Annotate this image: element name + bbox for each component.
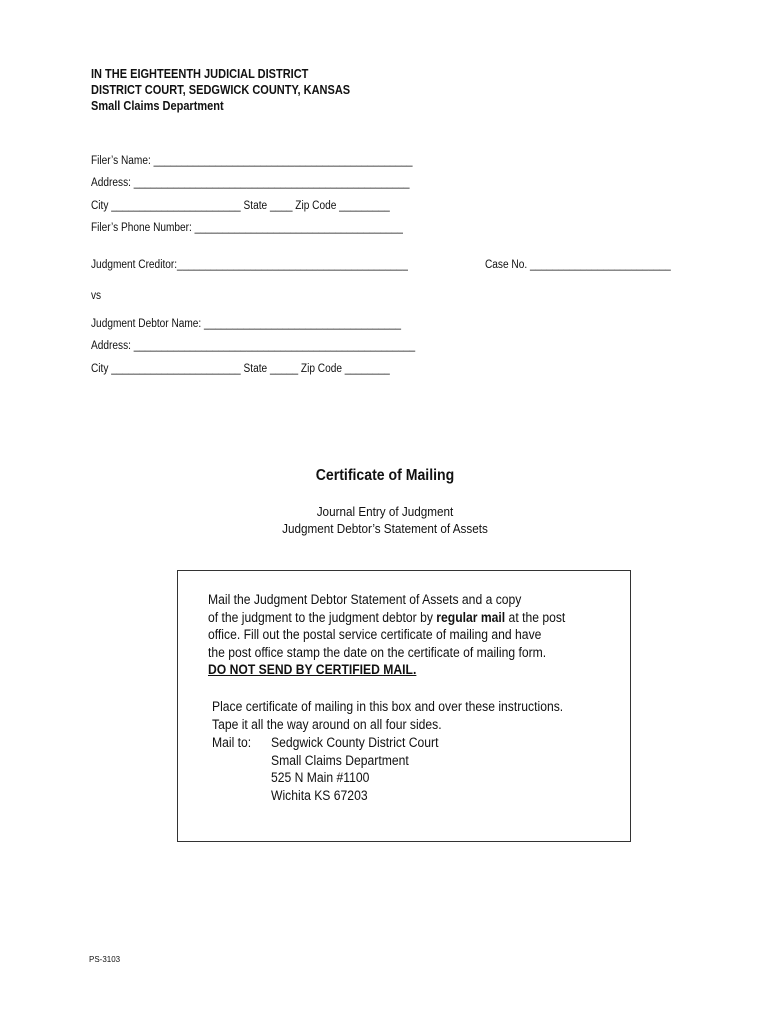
instructions-line: the post office stamp the date on the certificate of mailing form.: [208, 644, 547, 660]
form-id: PS-3103: [89, 955, 121, 964]
address-line: Small Claims Department: [271, 752, 409, 768]
address-line: Wichita KS 67203: [271, 787, 368, 803]
mail-to-label: Mail to:: [212, 735, 252, 750]
certificate-subtitle-journal: Journal Entry of Judgment: [316, 504, 454, 519]
address-line: 525 N Main #1100: [271, 770, 370, 785]
address-line: Sedgwick County District Court: [271, 735, 439, 750]
header-court: DISTRICT COURT, SEDGWICK COUNTY, KANSAS: [91, 83, 351, 97]
certificate-subtitle-statement: Judgment Debtor’s Statement of Assets: [282, 521, 488, 536]
judgment-creditor-field[interactable]: Judgment Creditor:_________________________________________: [91, 259, 408, 271]
certified-mail-warning: DO NOT SEND BY CERTIFIED MAIL.: [208, 662, 417, 677]
instructions-line: Mail the Judgment Debtor Statement of Assets and a copy: [208, 592, 522, 607]
case-number-field[interactable]: Case No. _________________________: [485, 259, 671, 271]
filer-name-field[interactable]: Filer’s Name: ______________________________________________: [91, 155, 413, 167]
header-department: Small Claims Department: [91, 99, 224, 113]
instructions-paragraph-2: [212, 698, 563, 733]
certificate-title: Certificate of Mailing: [315, 467, 455, 484]
court-header: [91, 66, 350, 114]
mailing-address: [271, 734, 438, 804]
instructions-line: office. Fill out the postal service certificate of mailing and have: [208, 627, 542, 642]
instructions-text: of the judgment to the judgment debtor by: [208, 609, 437, 625]
instructions-text: at the post: [505, 609, 566, 625]
instructions-line: Tape it all the way around on all four sides.: [212, 716, 442, 732]
instructions-line: [208, 609, 565, 627]
debtor-city-state-zip-field[interactable]: City _______________________ State _____ Zip Code ________: [91, 363, 390, 375]
filer-address-field[interactable]: Address: _________________________________________________: [91, 177, 410, 189]
instructions-line: Place certificate of mailing in this box and over these instructions.: [212, 699, 564, 714]
instructions-paragraph-1: [208, 591, 565, 679]
filer-city-state-zip-field[interactable]: City _______________________ State ____ Zip Code _________: [91, 200, 390, 212]
regular-mail-emphasis: regular mail: [436, 609, 506, 625]
versus-label: vs: [91, 290, 102, 302]
header-district: IN THE EIGHTEENTH JUDICIAL DISTRICT: [91, 67, 309, 81]
filer-phone-field[interactable]: Filer’s Phone Number: _____________________________________: [91, 222, 403, 234]
debtor-address-field[interactable]: Address: __________________________________________________: [91, 340, 416, 352]
judgment-debtor-name-field[interactable]: Judgment Debtor Name: ___________________________________: [91, 318, 402, 330]
